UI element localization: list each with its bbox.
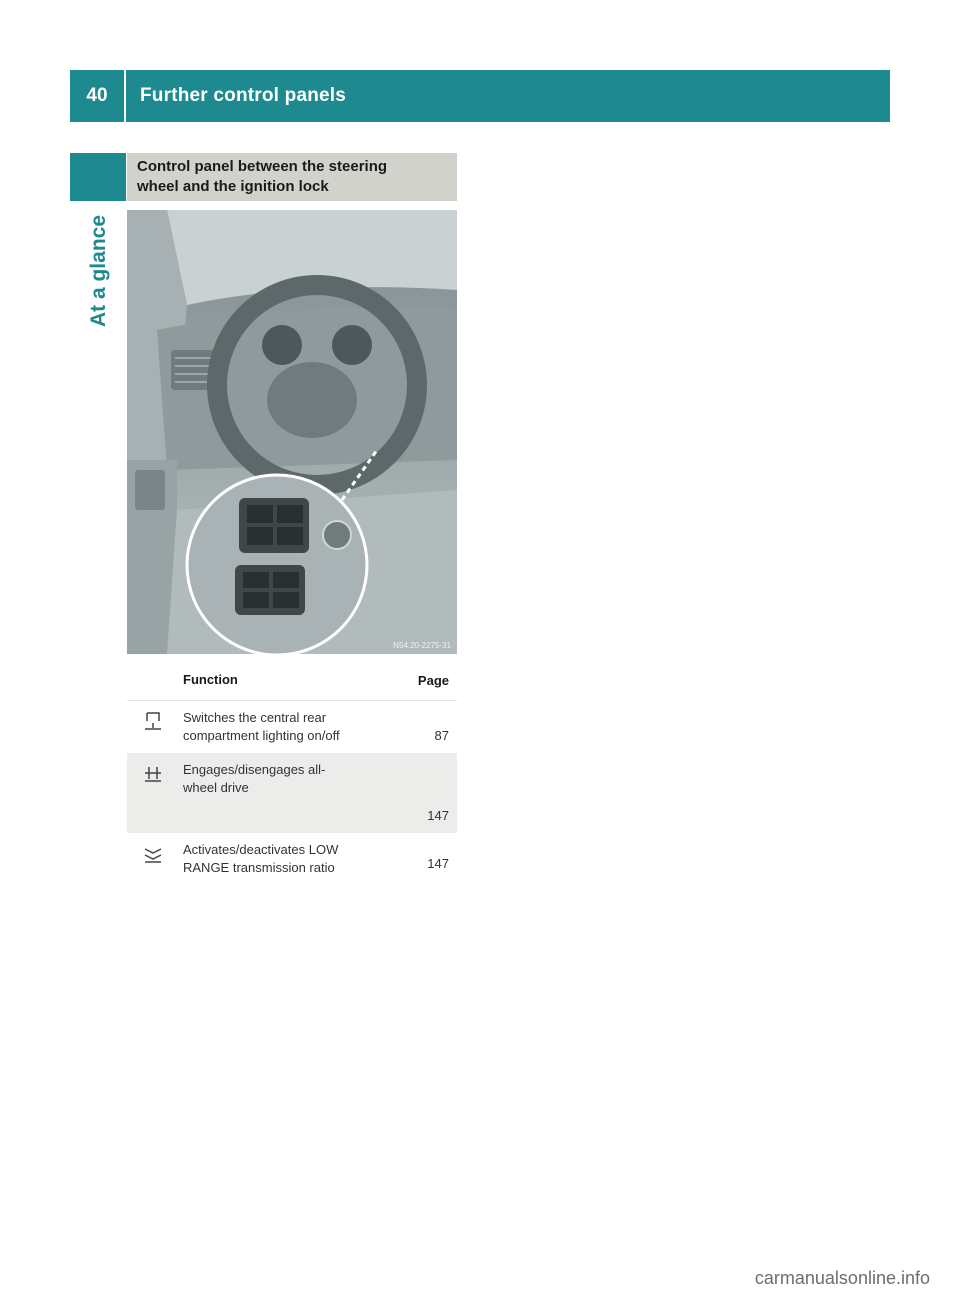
- table-row: [127, 701, 457, 753]
- function-text: Engages/disengages all-: [183, 762, 326, 777]
- dashboard-illustration: [127, 210, 457, 654]
- section-title-line2: wheel and the ignition lock: [137, 178, 329, 195]
- function-text: Switches the central rear: [183, 710, 327, 725]
- function-column-header: Function: [183, 672, 238, 687]
- page-reference[interactable]: 147: [427, 856, 449, 871]
- page-header: [70, 70, 890, 122]
- sidebar-tab-label: At a glance: [87, 214, 111, 328]
- page-number: 40: [70, 70, 126, 122]
- sidebar-tab: [79, 205, 119, 337]
- table-row: [127, 753, 457, 833]
- function-table: [127, 660, 457, 881]
- low-range-icon: [141, 841, 165, 865]
- all-wheel-drive-icon: [141, 761, 165, 785]
- dashboard-photo: [127, 210, 457, 654]
- table-row: [127, 833, 457, 881]
- table-header: [127, 660, 457, 701]
- section-title-line1: Control panel between the steering: [137, 158, 388, 175]
- sidebar-marker: [70, 153, 126, 201]
- function-text: wheel drive: [183, 780, 249, 795]
- icon-column-header: [127, 676, 179, 684]
- function-text: compartment lighting on/off: [183, 728, 340, 743]
- page-reference[interactable]: 147: [427, 808, 449, 823]
- function-text: Activates/deactivates LOW: [183, 842, 339, 857]
- rear-lighting-icon: [141, 709, 165, 733]
- page-reference[interactable]: 87: [434, 728, 449, 743]
- page-title: Further control panels: [140, 85, 347, 106]
- page-column-header: Page: [417, 672, 449, 688]
- function-text: RANGE transmission ratio: [183, 860, 335, 875]
- section-title: [127, 153, 457, 201]
- figure-code: N54.20-2275-31: [393, 641, 451, 650]
- watermark: carmanualsonline.info: [754, 1268, 930, 1288]
